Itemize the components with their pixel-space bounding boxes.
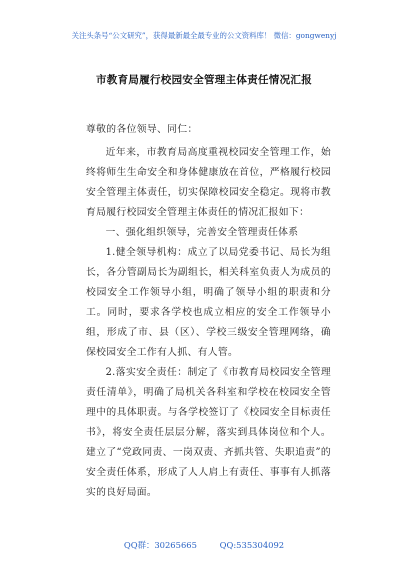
promo-banner: 关注头条号“公文研究”，获得最新最全最专业的公文资料库！ 微信：gongwenyj <box>71 31 337 40</box>
section-heading-1: 一、强化组织领导，完善安全管理责任体系 <box>105 227 299 238</box>
paragraph-responsibility: 2.落实安全责任：制定了《市教育局校园安全管理责任清单》，明确了局机关各科室和学校在校园安全管理中的具体职责。与各学校签订了《校园安全目标责任书》，将安全责任层层分解，落实到具体岗位和个人。建立了“党政同责、一岗双责、齐抓共管、失职追责”的安全责任体系，形成了人人肩上有责任、事事有人抓落实的良好局面。 <box>86 367 331 498</box>
qq-number: QQ:535304092 <box>219 540 285 550</box>
document-body <box>86 120 331 503</box>
qq-group: QQ群：30265665 <box>123 540 197 550</box>
document-title: 市教育局履行校园安全管理主体责任情况汇报 <box>96 74 312 86</box>
paragraph-leadership: 1.健全领导机构：成立了以局党委书记、局长为组长，各分管副局长为副组长，相关科室负责人为成员的校园安全工作领导小组，明确了领导小组的职责和分工。同时，要求各学校也成立相应的安全工作领导小组，形成了市、县（区）、学校三级安全管理网络，确保校园安全工作有人抓、有人管。 <box>86 247 331 358</box>
paragraph-intro: 近年来，市教育局高度重视校园安全管理工作，始终将师生生命安全和身体健康放在首位，严格履行校园安全管理主体责任，切实保障校园安全稳定。现将市教育局履行校园安全管理主体责任的情况汇报如下： <box>86 147 331 218</box>
footer-contact <box>0 539 408 551</box>
greeting: 尊敬的各位领导、同仁： <box>86 124 198 135</box>
